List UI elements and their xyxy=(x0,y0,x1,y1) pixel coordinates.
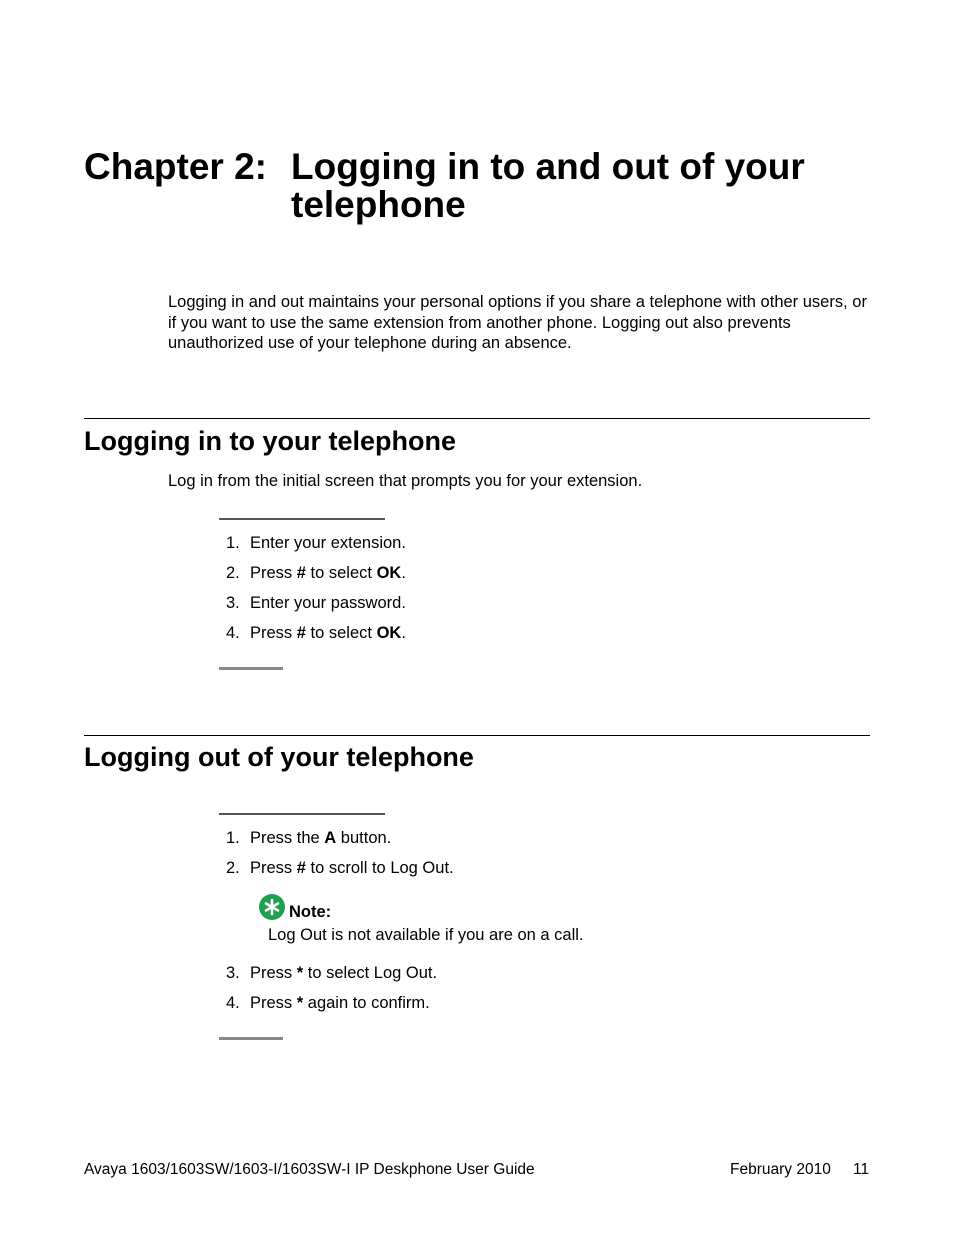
login-step xyxy=(226,593,406,613)
step-number: 1. xyxy=(226,829,240,847)
step-text: Press xyxy=(250,964,297,982)
procedure-start-rule xyxy=(219,813,385,815)
logout-section-heading: Logging out of your telephone xyxy=(84,742,474,772)
step-text: Press xyxy=(250,624,297,642)
login-step xyxy=(226,533,406,553)
procedure-start-rule xyxy=(219,518,385,520)
logout-step xyxy=(226,828,391,848)
note-label: Note: xyxy=(289,903,332,921)
step-number: 1. xyxy=(226,534,240,552)
step-text: . xyxy=(401,624,406,642)
logout-step xyxy=(226,858,454,878)
chapter-title: Logging in to and out of your telephone xyxy=(291,146,805,225)
procedure-end-rule xyxy=(219,667,283,670)
key-name: * xyxy=(296,964,304,982)
step-number: 3. xyxy=(226,964,240,982)
section-divider xyxy=(84,418,870,419)
key-name: * xyxy=(296,994,304,1012)
step-text: to select Log Out. xyxy=(303,964,438,982)
asterisk-glyph-icon xyxy=(259,894,285,920)
step-number: 4. xyxy=(226,994,240,1012)
step-text: to select xyxy=(305,564,377,582)
step-text: Press the xyxy=(250,829,325,847)
step-text: Press xyxy=(250,564,297,582)
step-text: to scroll to Log Out. xyxy=(305,859,454,877)
key-name: # xyxy=(296,564,306,582)
chapter-label: Chapter 2: xyxy=(84,146,267,187)
footer-date: February 2010 xyxy=(730,1161,831,1178)
intro-paragraph: Logging in and out maintains your personal options if you share a telephone with other users, or if you want to use the same extension from another phone. Logging out also prevents unauthorized use of your telephone during an absence. xyxy=(168,293,867,352)
login-section-heading: Logging in to your telephone xyxy=(84,426,456,456)
key-name: # xyxy=(296,859,306,877)
step-text: Press xyxy=(250,859,297,877)
key-name: # xyxy=(296,624,306,642)
step-text: to select xyxy=(305,624,377,642)
procedure-end-rule xyxy=(219,1037,283,1040)
login-step xyxy=(226,563,406,583)
step-text: Enter your extension. xyxy=(250,534,406,552)
step-text: . xyxy=(401,564,406,582)
logout-step xyxy=(226,963,437,983)
step-text: Enter your password. xyxy=(250,594,406,612)
login-step xyxy=(226,623,406,643)
step-number: 4. xyxy=(226,624,240,642)
step-text: again to confirm. xyxy=(303,994,430,1012)
section-divider xyxy=(84,735,870,736)
footer-doc-title: Avaya 1603/1603SW/1603-I/1603SW-I IP Deskphone User Guide xyxy=(84,1161,535,1178)
login-section-description: Log in from the initial screen that prompts you for your extension. xyxy=(168,472,643,490)
footer-page-number: 11 xyxy=(853,1161,870,1178)
step-number: 3. xyxy=(226,594,240,612)
step-text: button. xyxy=(336,829,392,847)
key-name: A xyxy=(324,829,337,847)
step-number: 2. xyxy=(226,859,240,877)
asterisk-note-icon xyxy=(259,894,285,920)
softkey-name: OK xyxy=(376,624,402,642)
step-text: Press xyxy=(250,994,297,1012)
softkey-name: OK xyxy=(376,564,402,582)
step-number: 2. xyxy=(226,564,240,582)
logout-step xyxy=(226,993,430,1013)
note-text: Log Out is not available if you are on a call. xyxy=(268,926,584,944)
